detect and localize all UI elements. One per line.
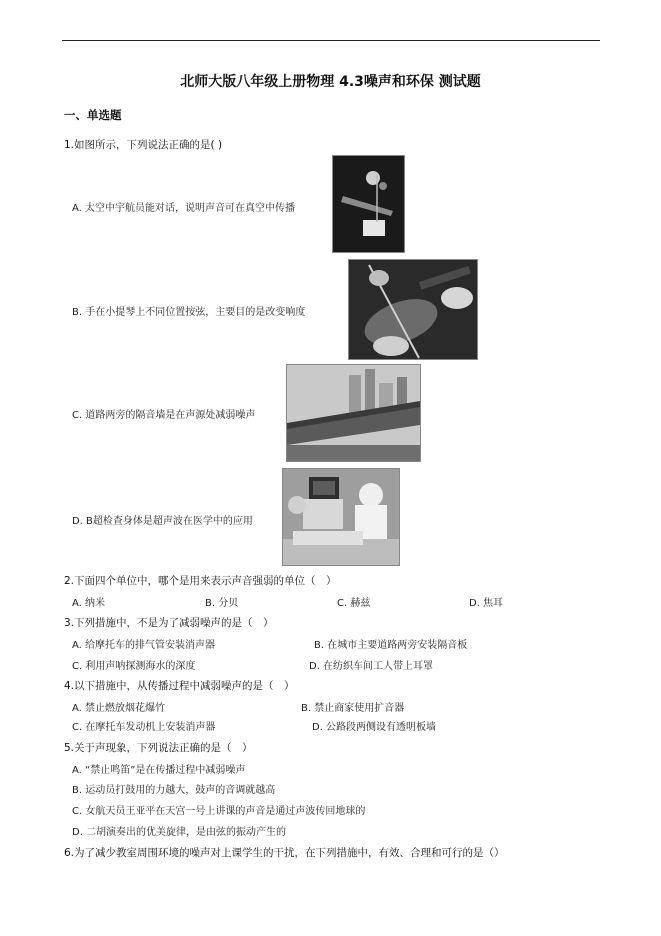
question-2-option-b: B. 分贝 [205,598,239,609]
section-heading: 一、单选题 [64,108,122,122]
ultrasound-photo [282,468,400,566]
question-4-option-c: C. 在摩托车发动机上安装消声器 [72,722,216,733]
astronaut-photo [332,155,405,253]
question-2-stem: 2.下面四个单位中，哪个是用来表示声音强弱的单位（ ） [64,575,337,587]
question-1-stem: 1.如图所示，下列说法正确的是( ) [64,139,223,151]
sound-barrier-photo [286,364,421,462]
question-1-option-a: A. 太空中宇航员能对话，说明声音可在真空中传播 [72,203,296,214]
question-5-option-a: A. “禁止鸣笛”是在传播过程中减弱噪声 [72,765,246,776]
question-3-option-a: A. 给摩托车的排气管安装消声器 [72,640,216,651]
question-4-option-d: D. 公路段两侧设有透明板墙 [312,722,437,733]
document-title: 北师大版八年级上册物理 4.3噪声和环保 测试题 [180,74,481,90]
question-2-option-d: D. 焦耳 [469,598,504,609]
header-rule [62,40,600,41]
question-4-option-a: A. 禁止燃放烟花爆竹 [72,703,166,714]
question-4-stem: 4.以下措施中，从传播过程中减弱噪声的是（ ） [64,680,295,692]
violin-photo [348,259,478,360]
question-2-option-a: A. 纳米 [72,598,106,609]
question-2-option-c: C. 赫兹 [337,598,371,609]
question-5-stem: 5.关于声现象，下列说法正确的是（ ） [64,742,253,754]
question-3-option-c: C. 利用声呐探测海水的深度 [72,661,196,672]
question-1-option-d: D. B超检查身体是超声波在医学中的应用 [72,516,253,527]
question-5-option-c: C. 女航天员王亚平在天宫一号上讲课的声音是通过声波传回地球的 [72,806,366,817]
question-3-option-b: B. 在城市主要道路两旁安装隔音板 [314,640,468,651]
question-1-option-c: C. 道路两旁的隔音墙是在声源处减弱噪声 [72,410,256,421]
question-4-option-b: B. 禁止商家使用扩音器 [301,703,405,714]
question-3-stem: 3.下列措施中，不是为了减弱噪声的是（ ） [64,617,274,629]
question-6-stem: 6.为了减少教室周围环境的噪声对上课学生的干扰，在下列措施中，有效、合理和可行的是（） [64,847,505,859]
question-1-option-b: B. 手在小提琴上不同位置按弦，主要目的是改变响度 [72,307,306,318]
question-5-option-d: D. 二胡演奏出的优美旋律，是由弦的振动产生的 [72,827,287,838]
question-5-option-b: B. 运动员打鼓用的力越大，鼓声的音调就越高 [72,785,276,796]
question-3-option-d: D. 在纺织车间工人带上耳罩 [309,661,434,672]
